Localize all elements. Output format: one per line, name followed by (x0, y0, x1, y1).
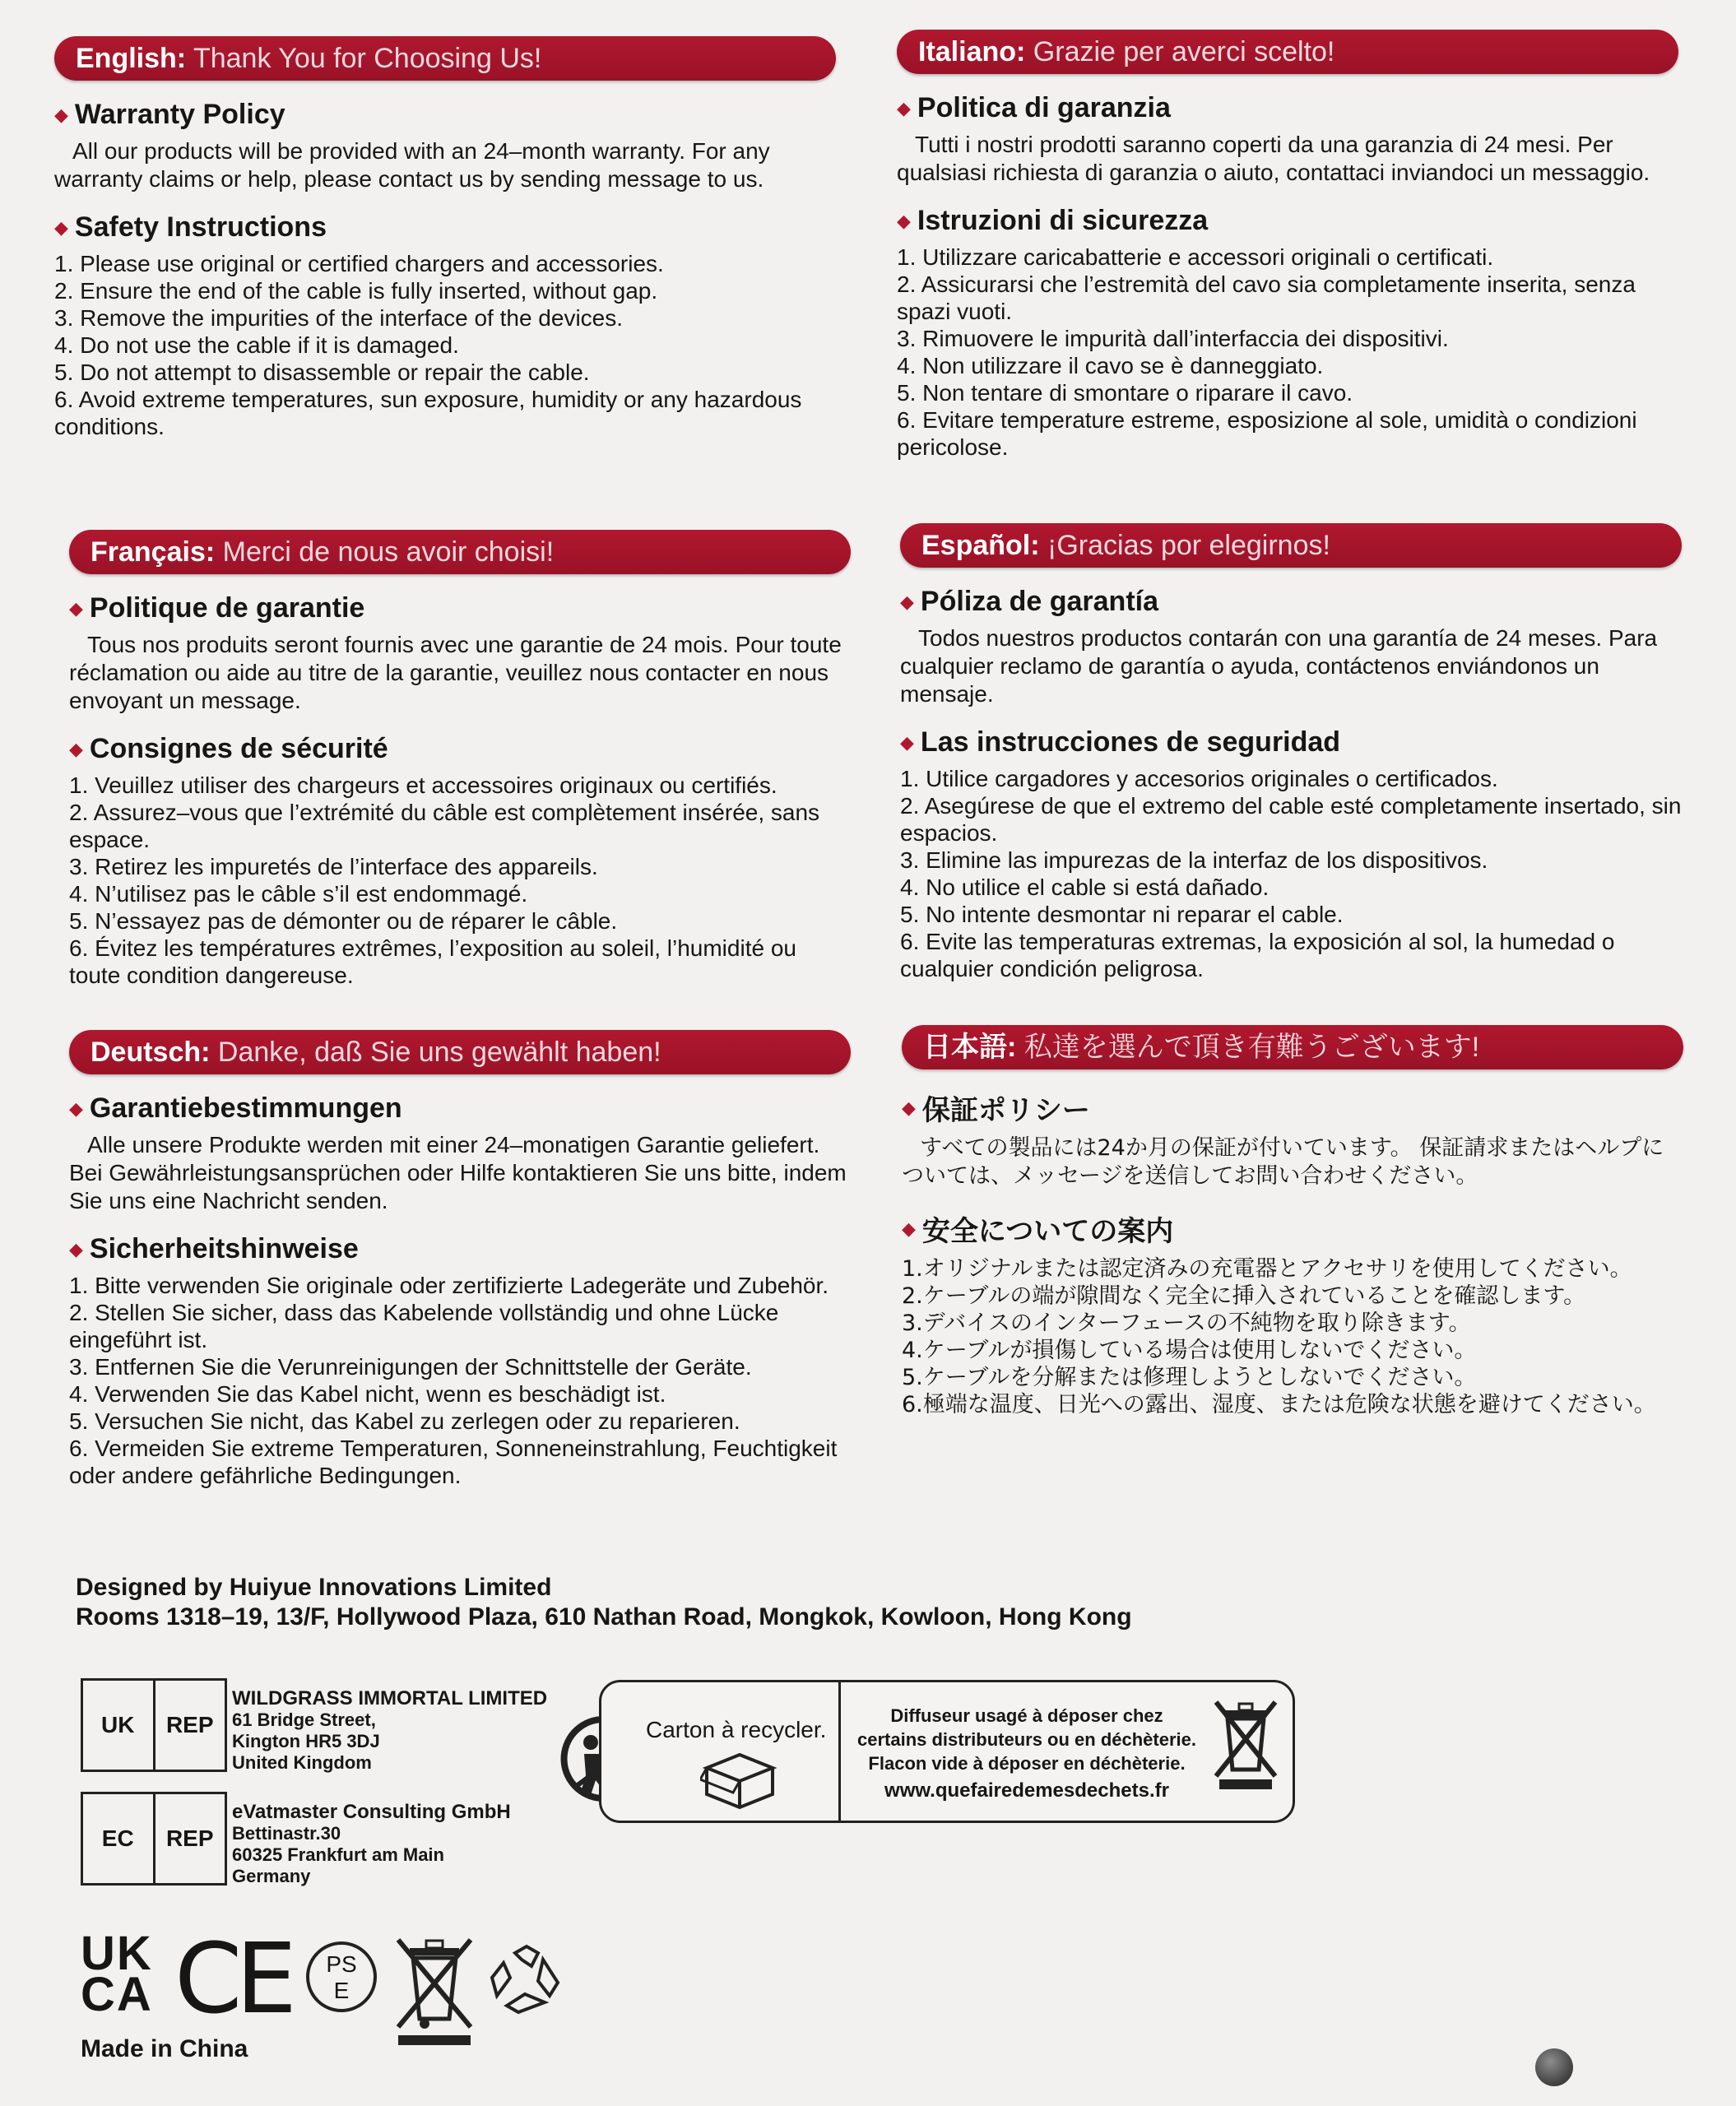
designer-address: Rooms 1318–19, 13/F, Hollywood Plaza, 610 Nathan Road, Mongkok, Kowloon, Hong Kong (76, 1603, 1132, 1631)
banner-tagline: Danke, daß Sie uns gewählt haben! (217, 1037, 661, 1068)
warranty-heading (900, 586, 1682, 618)
list-item: 2. Asegúrese de que el extremo del cable esté completamente insertado, sin espacios. (900, 793, 1682, 846)
list-item: 1. Veuillez utiliser des chargeurs et accessoires originaux ou certifiés. (69, 772, 777, 798)
safety-list (69, 772, 851, 989)
diamond-bullet-icon: ◆ (54, 104, 68, 125)
pse-bottom: E (333, 1978, 350, 2003)
warranty-text: すべての製品には24か月の保証が付いています。 保証請求またはヘルプについては、メッセージを送信してお問い合わせください。 (902, 1135, 1664, 1189)
diamond-bullet-icon: ◆ (69, 1097, 83, 1119)
ukca-top: UK (81, 1927, 153, 1980)
crossed-bin-icon (1211, 1694, 1280, 1793)
banner-lang: Italiano: (918, 36, 1026, 67)
list-item: 1. Please use original or certified chargers and accessories. (54, 251, 664, 276)
warranty-title: Politica di garanzia (917, 92, 1171, 123)
recycling-website: www.quefairedemesdechets.fr (884, 1779, 1169, 1802)
carton-box-icon (700, 1750, 779, 1812)
safety-list (897, 244, 1678, 461)
list-item: 6. Évitez les températures extrêmes, l’exposition au soleil, l’humidité ou toute condition dangereuse. (69, 935, 796, 988)
warranty-title: Politique de garantie (89, 592, 365, 624)
uk-rep-address (232, 1688, 547, 1774)
banner-deutsch (69, 1030, 851, 1074)
list-item: 2. Ensure the end of the cable is fully inserted, without gap. (54, 278, 658, 304)
banner-tagline: ¡Gracias por elegirnos! (1047, 530, 1330, 561)
banner-lang: Deutsch: (91, 1037, 211, 1068)
warranty-heading (69, 592, 851, 624)
warranty-text: Tous nos produits seront fournis avec une garantie de 24 mois. Pour toute réclamation ou aide au titre de la garantie, veuillez nous contacter en nous envoyant un message. (69, 632, 842, 713)
list-item: 3. Entfernen Sie die Verunreinigungen der Schnittstelle der Geräte. (69, 1354, 752, 1380)
diamond-bullet-icon: ◆ (69, 1238, 83, 1259)
list-item: 5. Versuchen Sie nicht, das Kabel zu zerlegen oder zu reparieren. (69, 1408, 740, 1434)
list-item: 5.ケーブルを分解または修理しようとしないでください。 (902, 1365, 1477, 1390)
warranty-title: 保証ポリシー (921, 1095, 1090, 1126)
warranty-heading (897, 92, 1678, 124)
warranty-text: Alle unsere Produkte werden mit einer 24–monatigen Garantie geliefert. Bei Gewährleistungsansprüchen oder Hilfe kontaktieren Sie uns bitte, indem Sie uns eine Nachricht senden. (69, 1132, 847, 1213)
safety-title: 安全についての案内 (921, 1216, 1174, 1247)
safety-heading (69, 1233, 851, 1265)
list-item: 5. No intente desmontar ni reparar el cable. (900, 902, 1344, 927)
uk-rep-line: United Kingdom (232, 1752, 372, 1773)
banner-tagline: Grazie per averci scelto! (1033, 36, 1335, 67)
diamond-bullet-icon: ◆ (897, 97, 911, 118)
banner-japanese (902, 1025, 1683, 1069)
diamond-bullet-icon: ◆ (897, 210, 911, 231)
ec-label: EC (101, 1825, 134, 1851)
warranty-text: All our products will be provided with an 24–month warranty. For any warranty claims or help, please contact us by sending message to us. (54, 138, 770, 192)
list-item: 4. N’utilisez pas le câble s’il est endommagé. (69, 881, 528, 907)
uk-rep-line: Kington HR5 3DJ (232, 1731, 380, 1751)
ec-rep-company: eVatmaster Consulting GmbH (232, 1801, 511, 1823)
list-item: 3. Rimuovere le impurità dall’interfaccia dei dispositivi. (897, 326, 1449, 351)
ec-rep-line: 60325 Frankfurt am Main (232, 1844, 444, 1865)
safety-list (54, 250, 836, 440)
safety-heading (897, 205, 1678, 237)
rep-label: REP (153, 1681, 225, 1770)
diamond-bullet-icon: ◆ (69, 597, 83, 619)
recycle-arrows-icon (485, 1941, 568, 2020)
hole-punch-dot (1535, 2048, 1573, 2086)
list-item: 6.極端な温度、日光への露出、湿度、または危険な状態を避けてください。 (902, 1392, 1656, 1417)
list-item: 4.ケーブルが損傷している場合は使用しないでください。 (902, 1338, 1477, 1363)
list-item: 4. No utilice el cable si está dañado. (900, 874, 1270, 900)
diffuser-text (846, 1704, 1208, 1802)
uk-rep-company: WILDGRASS IMMORTAL LIMITED (232, 1687, 548, 1709)
list-item: 4. Non utilizzare il cavo se è danneggiato. (897, 353, 1324, 378)
weee-bin-icon (392, 1933, 477, 2048)
warranty-text: Todos nuestros productos contarán con una garantía de 24 meses. Para cualquier reclamo de garantía o ayuda, contáctenos enviándonos un mensaje. (900, 625, 1658, 707)
list-item: 2. Stellen Sie sicher, dass das Kabelende vollständig und ohne Lücke eingeführt ist. (69, 1300, 779, 1352)
diffuser-panel (841, 1682, 1293, 1821)
list-item: 6. Avoid extreme temperatures, sun exposure, humidity or any hazardous conditions. (54, 387, 802, 439)
list-item: 3. Retirez les impuretés de l’interface des appareils. (69, 854, 598, 879)
diamond-bullet-icon: ◆ (900, 591, 914, 612)
ec-rep-line: Bettinastr.30 (232, 1823, 341, 1844)
banner-espanol (900, 523, 1682, 568)
section-italiano (897, 30, 1678, 461)
warranty-heading (69, 1092, 851, 1125)
carton-recycle-text: Carton à recycler. (646, 1717, 827, 1742)
list-item: 1. Bitte verwenden Sie originale oder zertifizierte Ladegeräte und Zubehör. (69, 1273, 829, 1298)
list-item: 6. Evitare temperature estreme, esposizione al sole, umidità o condizioni pericolose. (897, 407, 1637, 460)
list-item: 6. Evite las temperaturas extremas, la exposición al sol, la humedad o cualquier condición peligrosa. (900, 929, 1615, 981)
warranty-text: Tutti i nostri prodotti saranno coperti da una garanzia di 24 mesi. Per qualsiasi richiesta di garanzia o aiuto, contattaci inviandoci un messaggio. (897, 132, 1650, 185)
banner-tagline: Merci de nous avoir choisi! (222, 536, 555, 568)
made-in-label: Made in China (81, 2035, 248, 2062)
banner-lang: English: (76, 43, 187, 74)
ce-mark: CE (174, 1922, 290, 2035)
banner-lang: Français: (91, 536, 216, 568)
pse-top: PS (326, 1951, 357, 1977)
warranty-heading (902, 1088, 1683, 1128)
safety-title: Las instrucciones de seguridad (920, 726, 1341, 758)
safety-list (69, 1272, 851, 1489)
carton-panel (601, 1682, 841, 1821)
section-deutsch (69, 1030, 851, 1489)
diamond-bullet-icon: ◆ (900, 731, 914, 753)
diamond-bullet-icon: ◆ (69, 738, 83, 759)
banner-francais (69, 530, 851, 574)
list-item: 2. Assicurarsi che l’estremità del cavo sia completamente inserita, senza spazi vuoti. (897, 271, 1636, 324)
banner-tagline: 私達を選んで頂き有難うございます! (1023, 1032, 1480, 1063)
list-item: 1. Utilizzare caricabatterie e accessori originali o certificati. (897, 244, 1494, 270)
banner-italiano (897, 30, 1678, 74)
diamond-bullet-icon: ◆ (902, 1218, 916, 1239)
ec-rep-address (232, 1802, 511, 1887)
list-item: 1. Utilice cargadores y accesorios originales o certificados. (900, 766, 1498, 791)
designer-info (76, 1573, 1132, 1632)
list-item: 2.ケーブルの端が隙間なく完全に挿入されていることを確認します。 (902, 1283, 1586, 1309)
ec-rep-line: Germany (232, 1866, 311, 1886)
safety-heading (902, 1208, 1683, 1249)
uk-rep-line: 61 Bridge Street, (232, 1709, 376, 1730)
designed-by: Designed by Huiyue Innovations Limited (76, 1574, 552, 1601)
diffuser-line: certains distributeurs ou en déchèterie. (856, 1729, 1196, 1750)
list-item: 5. Non tentare di smontare o riparare il cavo. (897, 380, 1353, 406)
list-item: 4. Do not use the cable if it is damaged. (54, 332, 459, 358)
ukca-bottom: CA (81, 1968, 153, 2021)
diffuser-line: Flacon vide à déposer en déchèterie. (868, 1753, 1186, 1774)
diffuser-line: Diffuseur usagé à déposer chez (890, 1705, 1163, 1726)
safety-heading (900, 726, 1682, 758)
list-item: 3. Elimine las impurezas de la interfaz de los dispositivos. (900, 847, 1488, 873)
safety-list (900, 765, 1682, 982)
banner-tagline: Thank You for Choosing Us! (193, 43, 542, 74)
uk-rep-box (81, 1678, 227, 1772)
ec-rep-box (81, 1792, 227, 1886)
banner-lang: Español: (921, 530, 1040, 561)
banner-lang: 日本語: (923, 1032, 1017, 1063)
list-item: 5. Do not attempt to disassemble or repair the cable. (54, 360, 590, 385)
banner-english (54, 36, 836, 81)
list-item: 1.オリジナルまたは認定済みの充電器とアクセサリを使用してください。 (902, 1256, 1632, 1282)
ukca-mark (81, 1927, 153, 2021)
section-english (54, 36, 836, 440)
rep-label: REP (153, 1794, 225, 1883)
list-item: 3.デバイスのインターフェースの不純物を取り除きます。 (902, 1310, 1471, 1336)
warranty-title: Garantiebestimmungen (89, 1092, 402, 1124)
list-item: 2. Assurez–vous que l’extrémité du câble est complètement insérée, sans espace. (69, 800, 820, 852)
section-espanol (900, 523, 1682, 982)
diamond-bullet-icon: ◆ (902, 1097, 916, 1118)
diamond-bullet-icon: ◆ (54, 216, 68, 238)
list-item: 6. Vermeiden Sie extreme Temperaturen, Sonneneinstrahlung, Feuchtigkeit oder andere gefährliche Bedingungen. (69, 1436, 838, 1488)
safety-title: Istruzioni di sicurezza (917, 205, 1209, 236)
triman-info-box (599, 1680, 1295, 1823)
section-francais (69, 530, 851, 989)
list-item: 4. Verwenden Sie das Kabel nicht, wenn es beschädigt ist. (69, 1381, 666, 1407)
warranty-title: Póliza de garantía (920, 586, 1159, 617)
pse-mark (306, 1941, 377, 2012)
safety-title: Sicherheitshinweise (89, 1233, 359, 1264)
section-japanese (902, 1025, 1683, 1418)
uk-label: UK (101, 1712, 135, 1737)
warranty-heading (54, 99, 836, 131)
list-item: 5. N’essayez pas de démonter ou de réparer le câble. (69, 908, 618, 934)
list-item: 3. Remove the impurities of the interface of the devices. (54, 305, 624, 331)
safety-heading (69, 733, 851, 765)
safety-title: Safety Instructions (74, 211, 327, 243)
safety-list (902, 1255, 1683, 1418)
safety-title: Consignes de sécurité (89, 733, 388, 764)
safety-heading (54, 211, 836, 244)
warranty-title: Warranty Policy (74, 99, 285, 130)
